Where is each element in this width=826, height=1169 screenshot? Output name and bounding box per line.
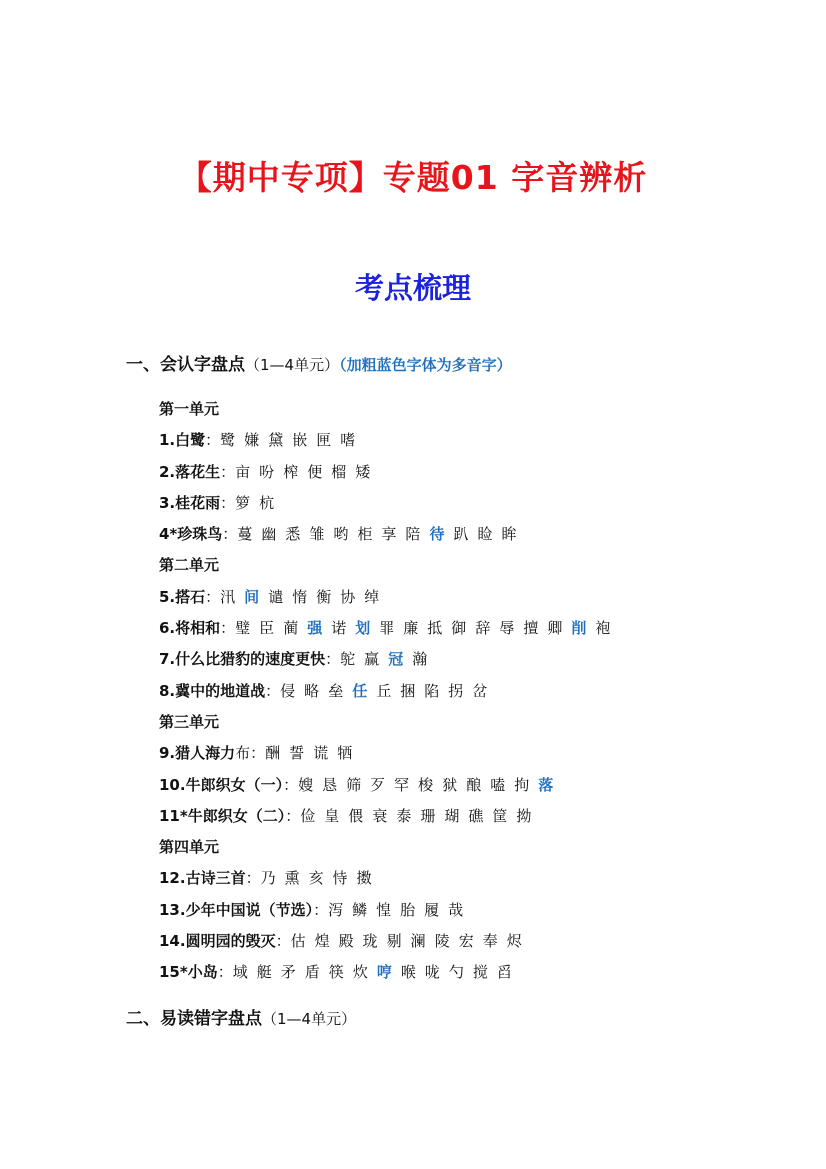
character: 榨 bbox=[283, 462, 299, 481]
character: 珊 bbox=[420, 806, 436, 825]
character: 柜 bbox=[357, 525, 373, 544]
character: 拗 bbox=[516, 806, 532, 825]
polyphonic-character: 间 bbox=[244, 587, 260, 606]
character-list bbox=[159, 394, 619, 989]
lesson-title: 15*小岛 bbox=[159, 963, 218, 982]
character: 矛 bbox=[280, 963, 296, 982]
character-group bbox=[235, 494, 283, 512]
section-heading-2 bbox=[126, 1004, 356, 1029]
character: 捆 bbox=[400, 681, 416, 700]
character: 艇 bbox=[256, 963, 272, 982]
lesson-title: 2.落花生 bbox=[159, 462, 221, 481]
character: 煌 bbox=[314, 932, 330, 951]
character: 抵 bbox=[427, 619, 443, 638]
character: 筐 bbox=[492, 806, 508, 825]
character: 协 bbox=[340, 587, 356, 606]
character: 哉 bbox=[448, 900, 464, 919]
character: 哟 bbox=[333, 525, 349, 544]
lesson-line bbox=[159, 582, 619, 613]
unit-heading bbox=[159, 707, 619, 738]
character: 享 bbox=[381, 525, 397, 544]
colon-separator: ： bbox=[265, 681, 281, 700]
character: 衰 bbox=[372, 806, 388, 825]
character: 岔 bbox=[472, 681, 488, 700]
character-group bbox=[235, 463, 379, 481]
lesson-title-suffix: 布 bbox=[235, 744, 251, 763]
character: 亥 bbox=[308, 869, 324, 888]
section-2-range: （1—4单元） bbox=[262, 1010, 357, 1028]
character-group bbox=[328, 901, 472, 919]
character: 辱 bbox=[499, 619, 515, 638]
character: 幽 bbox=[261, 525, 277, 544]
character: 罪 bbox=[379, 619, 395, 638]
unit-heading bbox=[159, 832, 619, 863]
character: 皇 bbox=[324, 806, 340, 825]
character: 雏 bbox=[309, 525, 325, 544]
character: 黛 bbox=[268, 431, 284, 450]
polyphonic-character: 哼 bbox=[376, 963, 392, 982]
character: 侵 bbox=[280, 681, 296, 700]
lesson-title: 3.桂花雨 bbox=[159, 493, 221, 512]
character: 悉 bbox=[285, 525, 301, 544]
character: 臣 bbox=[259, 619, 275, 638]
unit-heading-text: 第四单元 bbox=[159, 838, 220, 857]
section-2-label: 二、易读错字盘点 bbox=[126, 1009, 262, 1029]
character: 惶 bbox=[376, 900, 392, 919]
character: 恃 bbox=[332, 869, 348, 888]
lesson-line bbox=[159, 738, 619, 769]
lesson-title: 6.将相和 bbox=[159, 619, 221, 638]
character: 袍 bbox=[595, 619, 611, 638]
polyphonic-character: 强 bbox=[307, 619, 323, 638]
character: 俭 bbox=[300, 806, 316, 825]
character: 陵 bbox=[434, 932, 450, 951]
character: 绰 bbox=[364, 587, 380, 606]
lesson-line bbox=[159, 425, 619, 456]
character: 丘 bbox=[376, 681, 392, 700]
character: 廉 bbox=[403, 619, 419, 638]
character: 估 bbox=[290, 932, 306, 951]
polyphonic-character: 落 bbox=[538, 775, 554, 794]
character-group bbox=[265, 744, 361, 762]
character: 略 bbox=[304, 681, 320, 700]
character: 烬 bbox=[506, 932, 522, 951]
lesson-line bbox=[159, 770, 619, 801]
character: 眸 bbox=[501, 525, 517, 544]
lesson-line bbox=[159, 519, 619, 550]
character: 宏 bbox=[458, 932, 474, 951]
character: 杭 bbox=[259, 493, 275, 512]
character: 瀚 bbox=[412, 650, 428, 669]
lesson-line bbox=[159, 613, 619, 644]
character: 鳞 bbox=[352, 900, 368, 919]
character: 奉 bbox=[482, 932, 498, 951]
unit-heading bbox=[159, 394, 619, 425]
character: 嗜 bbox=[340, 431, 356, 450]
section-1-label: 一、会认字盘点 bbox=[126, 355, 245, 375]
character: 御 bbox=[451, 619, 467, 638]
character: 勺 bbox=[448, 963, 464, 982]
character: 蔺 bbox=[283, 619, 299, 638]
character: 擅 bbox=[523, 619, 539, 638]
character: 拘 bbox=[514, 775, 530, 794]
lesson-line bbox=[159, 488, 619, 519]
colon-separator: ： bbox=[220, 493, 236, 512]
character: 舀 bbox=[496, 963, 512, 982]
colon-separator: ： bbox=[285, 806, 301, 825]
character: 瑚 bbox=[444, 806, 460, 825]
character: 擞 bbox=[356, 869, 372, 888]
character: 胎 bbox=[400, 900, 416, 919]
character: 泻 bbox=[328, 900, 344, 919]
character-group bbox=[220, 431, 364, 449]
character: 搅 bbox=[472, 963, 488, 982]
character: 熏 bbox=[284, 869, 300, 888]
character: 狱 bbox=[442, 775, 458, 794]
character: 喉 bbox=[400, 963, 416, 982]
colon-separator: ： bbox=[205, 587, 221, 606]
character: 榴 bbox=[331, 462, 347, 481]
character: 矮 bbox=[355, 462, 371, 481]
character: 璧 bbox=[235, 619, 251, 638]
lesson-title: 8.冀中的地道战 bbox=[159, 681, 266, 700]
character-group bbox=[235, 619, 619, 637]
character: 陪 bbox=[405, 525, 421, 544]
section-1-range: （1—4单元） bbox=[245, 356, 340, 374]
character: 谎 bbox=[313, 744, 329, 763]
character: 咙 bbox=[424, 963, 440, 982]
character-group bbox=[340, 650, 436, 668]
character: 便 bbox=[307, 462, 323, 481]
character-group bbox=[298, 776, 562, 794]
section-1-note: （加粗蓝色字体为多音字） bbox=[339, 356, 512, 374]
character: 泰 bbox=[396, 806, 412, 825]
colon-separator: ： bbox=[283, 775, 299, 794]
character: 盾 bbox=[304, 963, 320, 982]
character: 惰 bbox=[292, 587, 308, 606]
lesson-line bbox=[159, 676, 619, 707]
character: 嗑 bbox=[490, 775, 506, 794]
character-group bbox=[300, 807, 540, 825]
lesson-line bbox=[159, 801, 619, 832]
colon-separator: ： bbox=[222, 525, 238, 544]
character-group bbox=[261, 869, 381, 887]
lesson-title: 9.猎人海力 bbox=[159, 744, 236, 763]
lesson-line bbox=[159, 644, 619, 675]
character: 殿 bbox=[338, 932, 354, 951]
character: 域 bbox=[232, 963, 248, 982]
lesson-title: 1.白鹭 bbox=[159, 431, 206, 450]
section-heading-1 bbox=[126, 350, 512, 375]
colon-separator: ： bbox=[220, 619, 236, 638]
lesson-line bbox=[159, 863, 619, 894]
character: 炊 bbox=[352, 963, 368, 982]
character: 睑 bbox=[477, 525, 493, 544]
character: 恳 bbox=[322, 775, 338, 794]
character: 嫌 bbox=[244, 431, 260, 450]
page-title: 【期中专项】专题01 字音辨析 bbox=[178, 158, 648, 197]
unit-heading-text: 第一单元 bbox=[159, 400, 220, 418]
unit-heading-text: 第二单元 bbox=[159, 556, 220, 575]
colon-separator: ： bbox=[220, 462, 236, 481]
colon-separator: ： bbox=[250, 744, 266, 763]
character: 拐 bbox=[448, 681, 464, 700]
character: 酿 bbox=[466, 775, 482, 794]
character: 吩 bbox=[259, 462, 275, 481]
character: 嫂 bbox=[298, 775, 314, 794]
polyphonic-character: 划 bbox=[355, 619, 371, 638]
character: 卿 bbox=[547, 619, 563, 638]
character-group bbox=[291, 932, 531, 950]
lesson-title: 12.古诗三首 bbox=[159, 869, 246, 888]
colon-separator: ： bbox=[205, 431, 221, 450]
character: 箩 bbox=[235, 493, 251, 512]
lesson-line bbox=[159, 457, 619, 488]
polyphonic-character: 冠 bbox=[388, 650, 404, 669]
colon-separator: ： bbox=[245, 869, 261, 888]
lesson-title: 13.少年中国说（节选） bbox=[159, 900, 314, 919]
character: 诺 bbox=[331, 619, 347, 638]
character: 陷 bbox=[424, 681, 440, 700]
character: 嵌 bbox=[292, 431, 308, 450]
page-subtitle: 考点梳理 bbox=[354, 271, 471, 305]
lesson-title: 5.搭石 bbox=[159, 587, 206, 606]
character: 赢 bbox=[364, 650, 380, 669]
character: 亩 bbox=[235, 462, 251, 481]
character-group bbox=[233, 963, 521, 981]
lesson-title: 11*牛郎织女（二） bbox=[159, 806, 286, 825]
character: 歹 bbox=[370, 775, 386, 794]
colon-separator: ： bbox=[313, 900, 329, 919]
character: 蔓 bbox=[237, 525, 253, 544]
character: 誓 bbox=[289, 744, 305, 763]
character: 罕 bbox=[394, 775, 410, 794]
lesson-title: 10.牛郎织女（一） bbox=[159, 775, 284, 794]
character: 筷 bbox=[328, 963, 344, 982]
character: 礁 bbox=[468, 806, 484, 825]
polyphonic-character: 削 bbox=[571, 619, 587, 638]
polyphonic-character: 任 bbox=[352, 681, 368, 700]
character: 澜 bbox=[410, 932, 426, 951]
unit-heading-text: 第三单元 bbox=[159, 712, 220, 731]
character: 筛 bbox=[346, 775, 362, 794]
character: 乃 bbox=[260, 869, 276, 888]
character: 剔 bbox=[386, 932, 402, 951]
character: 梭 bbox=[418, 775, 434, 794]
character: 牺 bbox=[337, 744, 353, 763]
character: 鹭 bbox=[220, 431, 236, 450]
character: 谴 bbox=[268, 587, 284, 606]
polyphonic-character: 待 bbox=[429, 525, 445, 544]
lesson-line bbox=[159, 895, 619, 926]
character: 履 bbox=[424, 900, 440, 919]
character: 垒 bbox=[328, 681, 344, 700]
lesson-title: 4*珍珠鸟 bbox=[159, 525, 223, 544]
character: 衡 bbox=[316, 587, 332, 606]
character: 鸵 bbox=[340, 650, 356, 669]
character-group bbox=[237, 525, 525, 543]
character: 汛 bbox=[220, 587, 236, 606]
character-group bbox=[220, 588, 388, 606]
character: 辞 bbox=[475, 619, 491, 638]
lesson-title: 14.圆明园的毁灭 bbox=[159, 932, 276, 951]
character: 匣 bbox=[316, 431, 332, 450]
character: 酬 bbox=[265, 744, 281, 763]
unit-heading bbox=[159, 550, 619, 581]
character-group bbox=[280, 682, 496, 700]
character: 珑 bbox=[362, 932, 378, 951]
lesson-line bbox=[159, 957, 619, 988]
character: 偎 bbox=[348, 806, 364, 825]
colon-separator: ： bbox=[325, 650, 341, 669]
character: 趴 bbox=[453, 525, 469, 544]
colon-separator: ： bbox=[275, 932, 291, 951]
lesson-line bbox=[159, 926, 619, 957]
lesson-title: 7.什么比猎豹的速度更快 bbox=[159, 650, 326, 669]
colon-separator: ： bbox=[217, 963, 233, 982]
